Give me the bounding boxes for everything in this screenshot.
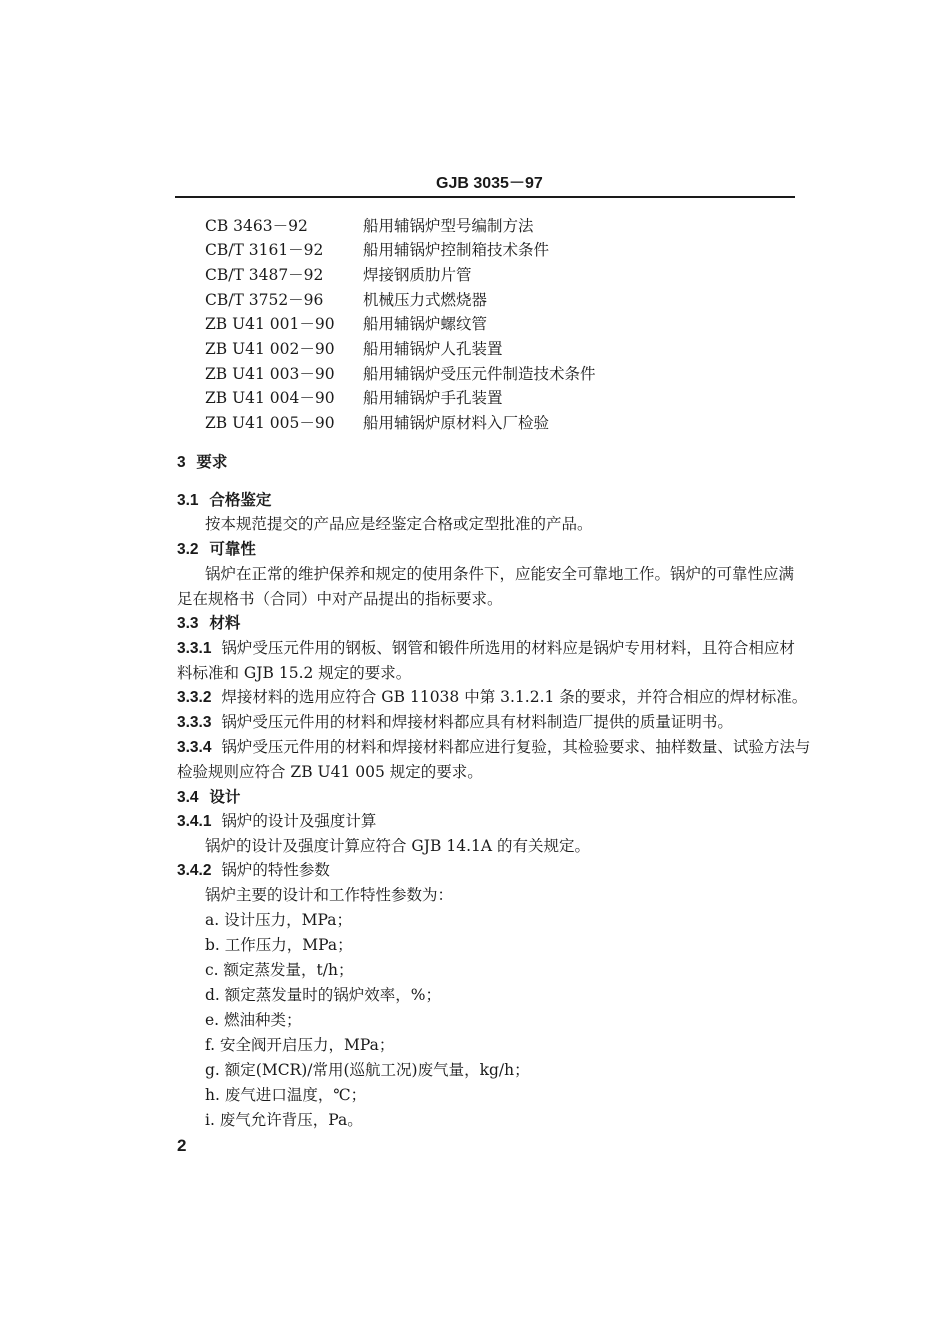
section-3-1-heading [177,488,271,513]
reference-item [205,214,534,238]
reference-code: ZB U41 001－90 [205,315,335,333]
reference-code: ZB U41 002－90 [205,340,335,358]
section-number: 3.4 [177,789,199,806]
document-header-id: GJB 3035－97 [436,175,543,192]
reference-title: 船用辅锅炉螺纹管 [363,315,488,333]
clause-number: 3.3.4 [177,739,212,756]
list-item: g. 额定(MCR)/常用(巡航工况)废气量，kg/h； [205,1061,530,1079]
clause-text: 锅炉受压元件用的材料和焊接材料都应进行复验，其检验要求、抽样数量、试验方法与 [221,738,811,756]
section-3-4-1-body: 锅炉的设计及强度计算应符合 GJB 14.1A 的有关规定。 [205,837,590,855]
list-item: i. 废气允许背压，Pa。 [205,1111,363,1129]
reference-title: 船用辅锅炉型号编制方法 [363,217,534,235]
reference-title: 船用辅锅炉控制箱技术条件 [363,241,550,259]
list-item: c. 额定蒸发量，t/h； [205,961,354,979]
section-3-3-2 [177,685,807,710]
section-number: 3.3 [177,615,199,632]
clause-text: 焊接材料的选用应符合 GB 11038 中第 3.1.2.1 条的要求，并符合相应的焊材标准。 [221,688,808,706]
reference-code: CB/T 3752－96 [205,291,324,309]
header-rule [175,196,795,198]
section-3-1-body: 按本规范提交的产品应是经鉴定合格或定型批准的产品。 [205,515,593,533]
section-title: 可靠性 [209,539,256,558]
section-3-3-1-line2: 料标准和 GJB 15.2 规定的要求。 [177,664,412,682]
reference-title: 机械压力式燃烧器 [363,291,488,309]
section-3-3-3 [177,710,733,735]
clause-number: 3.4.2 [177,862,212,879]
section-3-4-2-heading [177,858,330,883]
list-item: b. 工作压力，MPa； [205,936,353,954]
reference-title: 船用辅锅炉手孔装置 [363,389,503,407]
list-item: f. 安全阀开启压力，MPa； [205,1036,395,1054]
page-number: 2 [177,1136,187,1155]
reference-title: 船用辅锅炉原材料入厂检验 [363,414,550,432]
section-3-3-heading [177,611,240,636]
reference-code: CB/T 3161－92 [205,241,324,259]
section-3-2-body-line1: 锅炉在正常的维护保养和规定的使用条件下，应能安全可靠地工作。锅炉的可靠性应满 [205,565,795,583]
clause-title: 锅炉的设计及强度计算 [221,812,377,830]
reference-code: CB 3463－92 [205,217,308,235]
clause-number: 3.3.3 [177,714,212,731]
reference-item [205,263,472,287]
section-3-3-4-line2: 检验规则应符合 ZB U41 005 规定的要求。 [177,763,483,781]
section-title: 合格鉴定 [209,490,272,509]
section-number: 3.2 [177,541,199,558]
reference-code: ZB U41 004－90 [205,389,335,407]
reference-item [205,362,596,386]
section-3-4-2-body: 锅炉主要的设计和工作特性参数为： [205,886,454,904]
section-3-3-4-line1 [177,735,810,760]
reference-item [205,337,503,361]
reference-title: 船用辅锅炉人孔装置 [363,340,503,358]
reference-title: 船用辅锅炉受压元件制造技术条件 [363,365,596,383]
reference-item [205,411,549,435]
reference-item [205,386,503,410]
clause-text: 锅炉受压元件用的材料和焊接材料都应具有材料制造厂提供的质量证明书。 [221,713,733,731]
section-title: 要求 [196,452,228,471]
section-number: 3.1 [177,492,199,509]
section-3-4-heading [177,785,240,810]
reference-code: CB/T 3487－92 [205,266,324,284]
section-3-3-1-line1 [177,636,795,661]
section-title: 设计 [209,787,241,806]
section-3-2-heading [177,537,256,562]
reference-code: ZB U41 003－90 [205,365,335,383]
clause-number: 3.3.2 [177,689,212,706]
section-title: 材料 [209,613,241,632]
reference-item [205,238,549,262]
clause-number: 3.4.1 [177,813,212,830]
list-item: a. 设计压力，MPa； [205,911,352,929]
section-3-4-1-heading [177,809,376,834]
list-item: e. 燃油种类； [205,1011,302,1029]
clause-text: 锅炉受压元件用的钢板、钢管和锻件所选用的材料应是锅炉专用材料，且符合相应材 [221,639,795,657]
reference-item [205,312,487,336]
section-3-heading [177,450,227,475]
section-3-2-body-line2: 足在规格书（合同）中对产品提出的指标要求。 [177,590,503,608]
clause-number: 3.3.1 [177,640,212,657]
reference-code: ZB U41 005－90 [205,414,335,432]
list-item: d. 额定蒸发量时的锅炉效率，%； [205,986,442,1004]
list-item: h. 废气进口温度，℃； [205,1086,367,1104]
reference-item [205,288,487,312]
reference-title: 焊接钢质肋片管 [363,266,472,284]
clause-title: 锅炉的特性参数 [221,861,330,879]
section-number: 3 [177,454,186,471]
